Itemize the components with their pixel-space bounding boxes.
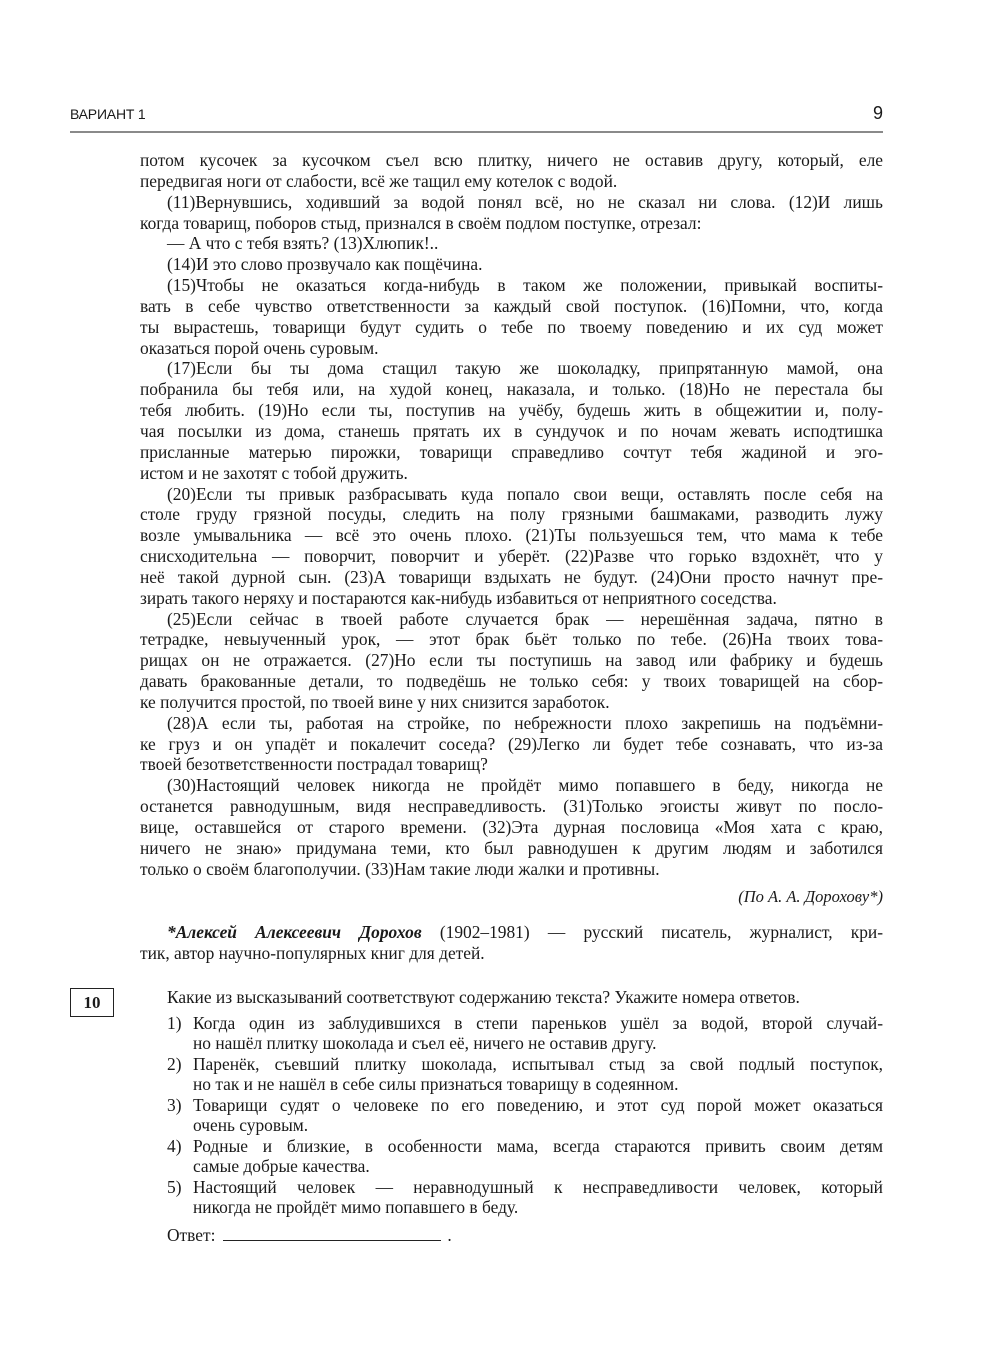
footnote-text: (1902–1981) — русский писатель, журналист, кри- — [421, 922, 883, 942]
variant-label: ВАРИАНТ 1 — [70, 106, 146, 122]
paragraph-line: тетрадке, невыученный урок, — этот брак бьёт только по тебе. (26)На твоих това- — [140, 629, 883, 650]
paragraph-line: ты вырастешь, товарищи будут судить о тебе по твоему поведению и их суд может — [140, 316, 883, 337]
answer-option — [167, 1136, 883, 1177]
answer-option — [167, 1054, 883, 1095]
author-name: *Алексей Алексеевич Дорохов — [167, 922, 422, 942]
answer-option — [167, 1013, 883, 1054]
paragraph-line: (15)Чтобы не оказаться когда-нибудь в таком же положении, привыкай воспиты- — [167, 275, 883, 296]
option-text: Когда один из заблудившихся в степи пареньков ушёл за водой, второй случай- — [193, 1012, 883, 1033]
question-block — [167, 987, 883, 1245]
paragraph-line: тебя любить. (19)Но если ты, поступив на учёбу, будешь жить в общежитии и, полу- — [140, 400, 883, 421]
text-attribution: (По А. А. Дорохову*) — [738, 887, 883, 906]
option-text: Товарищи судят о человеке по его поведению, и этот суд порой может оказаться — [193, 1094, 883, 1115]
option-text: Паренёк, съевший плитку шоколада, испытывал стыд за свой подлый поступок, — [193, 1053, 883, 1074]
option-number: 1) — [167, 1012, 182, 1033]
option-number: 2) — [167, 1053, 182, 1074]
paragraph-line: когда товарищ, поборов стыд, признался в своём подлом поступке, отрезал: — [140, 212, 702, 233]
paragraph-line: передвигая ноги от слабости, всё же тащил ему котелок с водой. — [140, 170, 618, 191]
option-text: очень суровым. — [193, 1115, 309, 1135]
paragraph-line: (14)И это слово прозвучало как пощёчина. — [167, 254, 483, 275]
paragraph-line: столе груду грязной посуды, следить на полу грязными башмаками, разводить лужу — [140, 504, 883, 525]
paragraph-line: (17)Если бы ты дома стащил такую же шоколадку, припрятанную мамой, она — [167, 358, 883, 379]
paragraph-line: (25)Если сейчас в твоей работе случается брак — нерешённая задача, пятно в — [167, 608, 883, 629]
question-number-box: 10 — [70, 988, 114, 1017]
paragraph-line: ничего не знаю» придумана теми, кто был равнодушен к другим людям и заботился — [140, 837, 883, 858]
option-number: 3) — [167, 1094, 182, 1115]
paragraph-line: останется равнодушным, видя несправедливость. (31)Только эгоисты живут по посло- — [140, 796, 883, 817]
paragraph-line: вать в себе чувство ответственности за каждый свой поступок. (16)Помни, что, когда — [140, 295, 883, 316]
paragraph-line: рищах он не отражается. (27)Но если ты поступишь на завод или фабрику и будешь — [140, 650, 883, 671]
option-text: но нашёл плитку шоколада и съел её, ничего не оставив другу. — [193, 1033, 657, 1053]
option-number: 4) — [167, 1135, 182, 1156]
reading-text — [140, 150, 883, 880]
answer-options — [167, 1013, 883, 1218]
header-divider — [70, 131, 883, 133]
paragraph-line: присланные матерью пирожки, товарищи справедливо сочтут тебя жадиной и эго- — [140, 441, 883, 462]
paragraph-line: возле умывальника — всё это очень плохо. (21)Ты пользуешься тем, что мама к тебе — [140, 525, 883, 546]
paragraph-line: оказаться порой очень суровым. — [140, 337, 379, 358]
answer-row — [167, 1225, 883, 1245]
paragraph-line: (30)Настоящий человек никогда не пройдёт мимо попавшего в беду, никогда не — [167, 775, 883, 796]
paragraph-line: зирать такого неряху и постараются как-нибудь избавиться от неприятного соседства. — [140, 587, 777, 608]
option-text: самые добрые качества. — [193, 1156, 370, 1176]
footnote-text-cont: тик, автор научно-популярных книг для детей. — [140, 942, 485, 963]
answer-label: Ответ: — [167, 1224, 216, 1245]
paragraph-line: потом кусочек за кусочком съел всю плитку, ничего не оставив другу, который, еле — [140, 150, 883, 170]
paragraph-line: твоей безответственности пострадал товарищ? — [140, 754, 488, 775]
paragraph-line: вице, оставшейся от старого времени. (32)Эта дурная пословица «Моя хата с краю, — [140, 817, 883, 837]
answer-option — [167, 1177, 883, 1218]
option-text: Настоящий человек — неравнодушный к несправедливости человек, который — [193, 1176, 883, 1197]
answer-period: . — [447, 1224, 452, 1245]
paragraph-line: побранила бы тебя или, на худой конец, наказала, и только. (18)Но не перестала бы — [140, 379, 883, 400]
answer-option — [167, 1095, 883, 1136]
option-number: 5) — [167, 1176, 182, 1197]
paragraph-line: снисходительна — поворчит, поворчит и уберёт. (22)Разве что горько вздохнёт, что у — [140, 546, 883, 567]
paragraph-line: истом и не захотят с тобой дружить. — [140, 462, 408, 483]
paragraph-line: неё такой дурной сын. (23)А товарищи вздыхать не будут. (24)Они просто начнут пре- — [140, 566, 883, 587]
option-text: но так и не нашёл в себе силы признаться товарищу в содеянном. — [193, 1074, 679, 1094]
paragraph-line: — А что с тебя взять? (13)Хлюпик!.. — [167, 233, 439, 254]
answer-field[interactable] — [223, 1226, 441, 1241]
paragraph-line: давать бракованные детали, то подведёшь не только себя: у твоих товарищей на сбор- — [140, 671, 883, 692]
option-text: никогда не пройдёт мимо попавшего в беду. — [193, 1197, 519, 1217]
paragraph-line: ке получится простой, по твоей вине у них снизится заработок. — [140, 691, 610, 712]
paragraph-line: только о своём благополучии. (33)Нам такие люди жалки и противны. — [140, 858, 660, 879]
option-text: Родные и близкие, в особенности мама, всегда стараются привить своим детям — [193, 1135, 883, 1156]
paragraph-line: ке груз и он упадёт и покалечит соседа? (29)Легко ли будет тебе сознавать, что из-за — [140, 733, 883, 754]
paragraph-line: чая посылки из дома, станешь прятать их в сундучок и по ночам жевать исподтишка — [140, 420, 883, 441]
question-text: Какие из высказываний соответствуют содержанию текста? Укажите номера ответов. — [167, 987, 800, 1007]
paragraph-line: (20)Если ты привык разбрасывать куда попало свои вещи, оставлять после себя на — [167, 483, 883, 504]
author-footnote — [140, 922, 883, 964]
paragraph-line: (11)Вернувшись, ходивший за водой понял всё, но не сказал ни слова. (12)И лишь — [167, 191, 883, 212]
paragraph-line: (28)А если ты, работая на стройке, по небрежности плохо закрепишь на подъёмни- — [167, 712, 883, 733]
page-number: 9 — [872, 103, 883, 123]
